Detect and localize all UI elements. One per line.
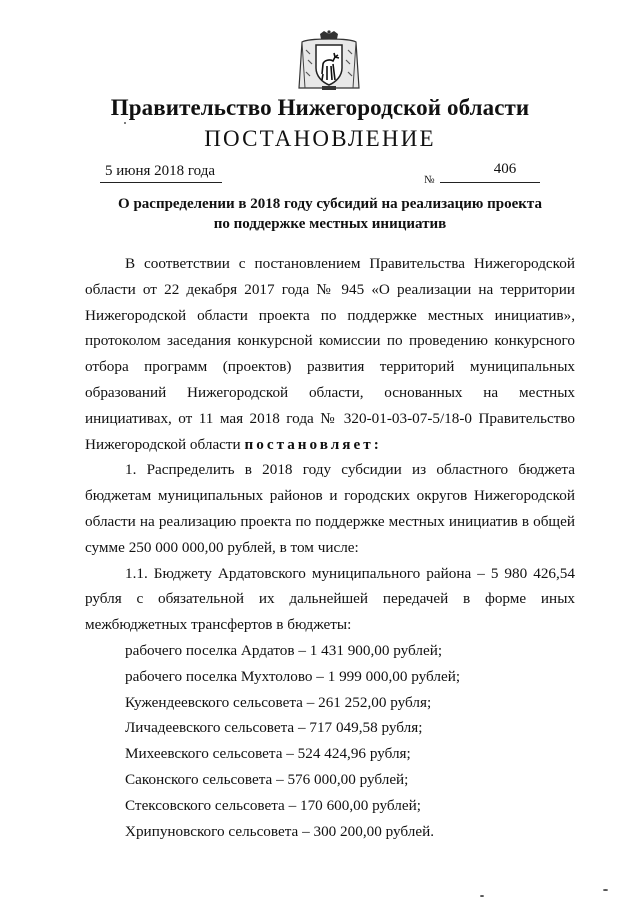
clause-last-line: сумме 250 000 000,00 рублей, в том числе: — [85, 538, 359, 556]
preamble-line: инициативах, от 11 мая 2018 года № 320-01-03-07-5/18-0 Правительство — [85, 409, 575, 427]
document-number: 406 — [493, 161, 517, 177]
recipient-item: Личадеевского сельсовета – 717 049,58 рубля; — [125, 719, 423, 737]
preamble-line: протоколом заседания конкурсной комиссии по проведению конкурсного — [85, 332, 575, 350]
recipient-item: Михеевского сельсовета – 524 424,96 рубля; — [125, 745, 411, 763]
preamble-line: отбора программ (проектов) развития территорий муниципальных — [85, 358, 575, 376]
preamble-last-line — [85, 432, 575, 458]
subject-line: по поддержке местных инициатив — [213, 216, 447, 232]
coat-of-arms-icon — [296, 30, 362, 92]
clause-line: бюджетам муниципальных районов и городских округов Нижегородской — [85, 487, 575, 505]
recipient-item: рабочего поселка Ардатов – 1 431 900,00 рублей; — [125, 641, 443, 659]
document-body — [85, 251, 575, 844]
recipient-item: Стексовского сельсовета – 170 600,00 рублей; — [125, 796, 421, 814]
preamble-line: Нижегородской области проекта по поддержке местных инициатив», — [85, 306, 575, 324]
recipient-item: Кужендеевского сельсовета – 261 252,00 рубля; — [125, 693, 432, 711]
decree-word: постановляет: — [244, 435, 382, 453]
document-type: ПОСТАНОВЛЕНИЕ — [204, 126, 436, 151]
recipient-item: Хрипуновского сельсовета – 300 200,00 рублей. — [125, 822, 434, 840]
document-subject — [70, 194, 590, 234]
preamble-line: области от 22 декабря 2017 года № 945 «О реализации на территории — [85, 280, 575, 298]
subclause-last-line: межбюджетных трансфертов в бюджеты: — [85, 616, 352, 634]
subject-line: О распределении в 2018 году субсидий на реализацию проекта — [118, 196, 542, 212]
government-title: Правительство Нижегородской области — [110, 95, 530, 120]
number-label: № — [424, 174, 435, 186]
scan-speck — [603, 889, 608, 891]
clause-line: области на реализацию проекта по поддержке местных инициатив в общей — [85, 512, 575, 530]
number-underline — [440, 182, 540, 183]
clause-line: 1. Распределить в 2018 году субсидии из областного бюджета — [125, 461, 575, 479]
preamble-line: образований Нижегородской области, основанных на местных — [85, 383, 575, 401]
date-underline — [100, 182, 222, 183]
preamble-prefix: Нижегородской области — [85, 435, 241, 453]
subclause-line: 1.1. Бюджету Ардатовского муниципального района – 5 980 426,54 — [125, 564, 575, 582]
subclause-line: рубля с обязательной их дальнейшей передачей в форме иных — [85, 590, 575, 608]
recipient-item: Саконского сельсовета – 576 000,00 рублей; — [125, 770, 409, 788]
recipient-item: рабочего поселка Мухтолово – 1 999 000,00 рублей; — [125, 667, 461, 685]
scan-speck — [124, 122, 126, 124]
document-date: 5 июня 2018 года — [104, 163, 216, 179]
scan-speck — [480, 895, 484, 897]
preamble-line: В соответствии с постановлением Правительства Нижегородской — [125, 255, 575, 272]
